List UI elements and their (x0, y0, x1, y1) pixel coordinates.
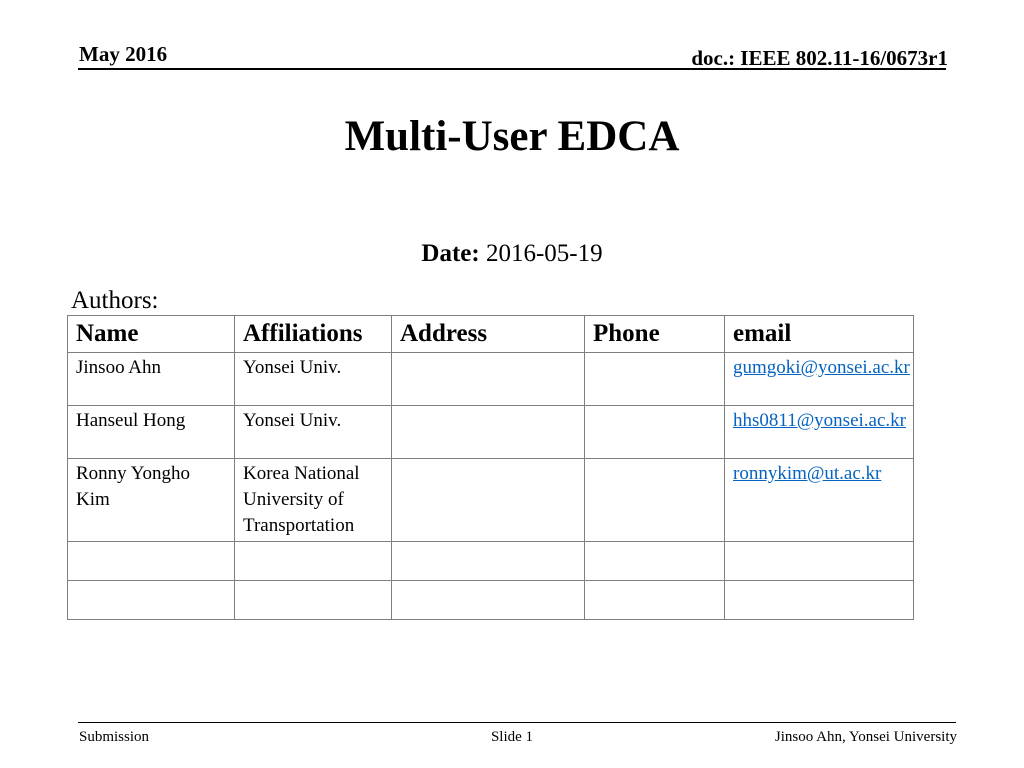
author-email-cell (725, 581, 914, 620)
footer-divider (78, 722, 956, 723)
author-phone (585, 353, 725, 406)
author-email-link[interactable]: hhs0811@yonsei.ac.kr (733, 410, 906, 431)
author-name: Ronny Yongho Kim (68, 459, 235, 542)
column-header-email: email (725, 316, 914, 353)
author-address (392, 581, 585, 620)
header-doc-id: doc.: IEEE 802.11-16/0673r1 (691, 46, 948, 70)
author-address (392, 406, 585, 459)
author-email-cell (725, 406, 914, 459)
author-email-cell (725, 542, 914, 581)
column-header-name: Name (68, 316, 235, 353)
author-name: Hanseul Hong (68, 406, 235, 459)
authors-label: Authors: (71, 287, 159, 314)
author-email-cell (725, 459, 914, 542)
authors-table (67, 315, 914, 620)
column-header-address: Address (392, 316, 585, 353)
author-phone (585, 406, 725, 459)
author-address (392, 353, 585, 406)
author-phone (585, 581, 725, 620)
author-address (392, 459, 585, 542)
author-affiliation: Yonsei Univ. (235, 406, 392, 459)
author-name: Jinsoo Ahn (68, 353, 235, 406)
author-email-link[interactable]: ronnykim@ut.ac.kr (733, 463, 882, 484)
column-header-phone: Phone (585, 316, 725, 353)
table-header-row (68, 316, 914, 353)
author-phone (585, 542, 725, 581)
author-address (392, 542, 585, 581)
author-affiliation: Korea National University of Transportation (235, 459, 392, 542)
table-row (68, 581, 914, 620)
date-line (0, 240, 1024, 268)
header-date: May 2016 (79, 42, 168, 66)
header-divider (78, 68, 946, 70)
column-header-affiliations: Affiliations (235, 316, 392, 353)
footer-submission: Submission (79, 729, 150, 745)
slide-title: Multi-User EDCA (344, 113, 680, 160)
author-name (68, 542, 235, 581)
date-label: Date: (421, 240, 480, 267)
table-row (68, 542, 914, 581)
table-row (68, 406, 914, 459)
author-phone (585, 459, 725, 542)
author-affiliation (235, 542, 392, 581)
author-email-link[interactable]: gumgoki@yonsei.ac.kr (733, 357, 910, 378)
date-value: 2016-05-19 (485, 240, 603, 267)
author-email-cell (725, 353, 914, 406)
author-name (68, 581, 235, 620)
author-affiliation: Yonsei Univ. (235, 353, 392, 406)
table-row (68, 353, 914, 406)
footer-slide-number: Slide 1 (490, 729, 534, 745)
footer-author: Jinsoo Ahn, Yonsei University (774, 729, 957, 745)
table-row (68, 459, 914, 542)
author-affiliation (235, 581, 392, 620)
